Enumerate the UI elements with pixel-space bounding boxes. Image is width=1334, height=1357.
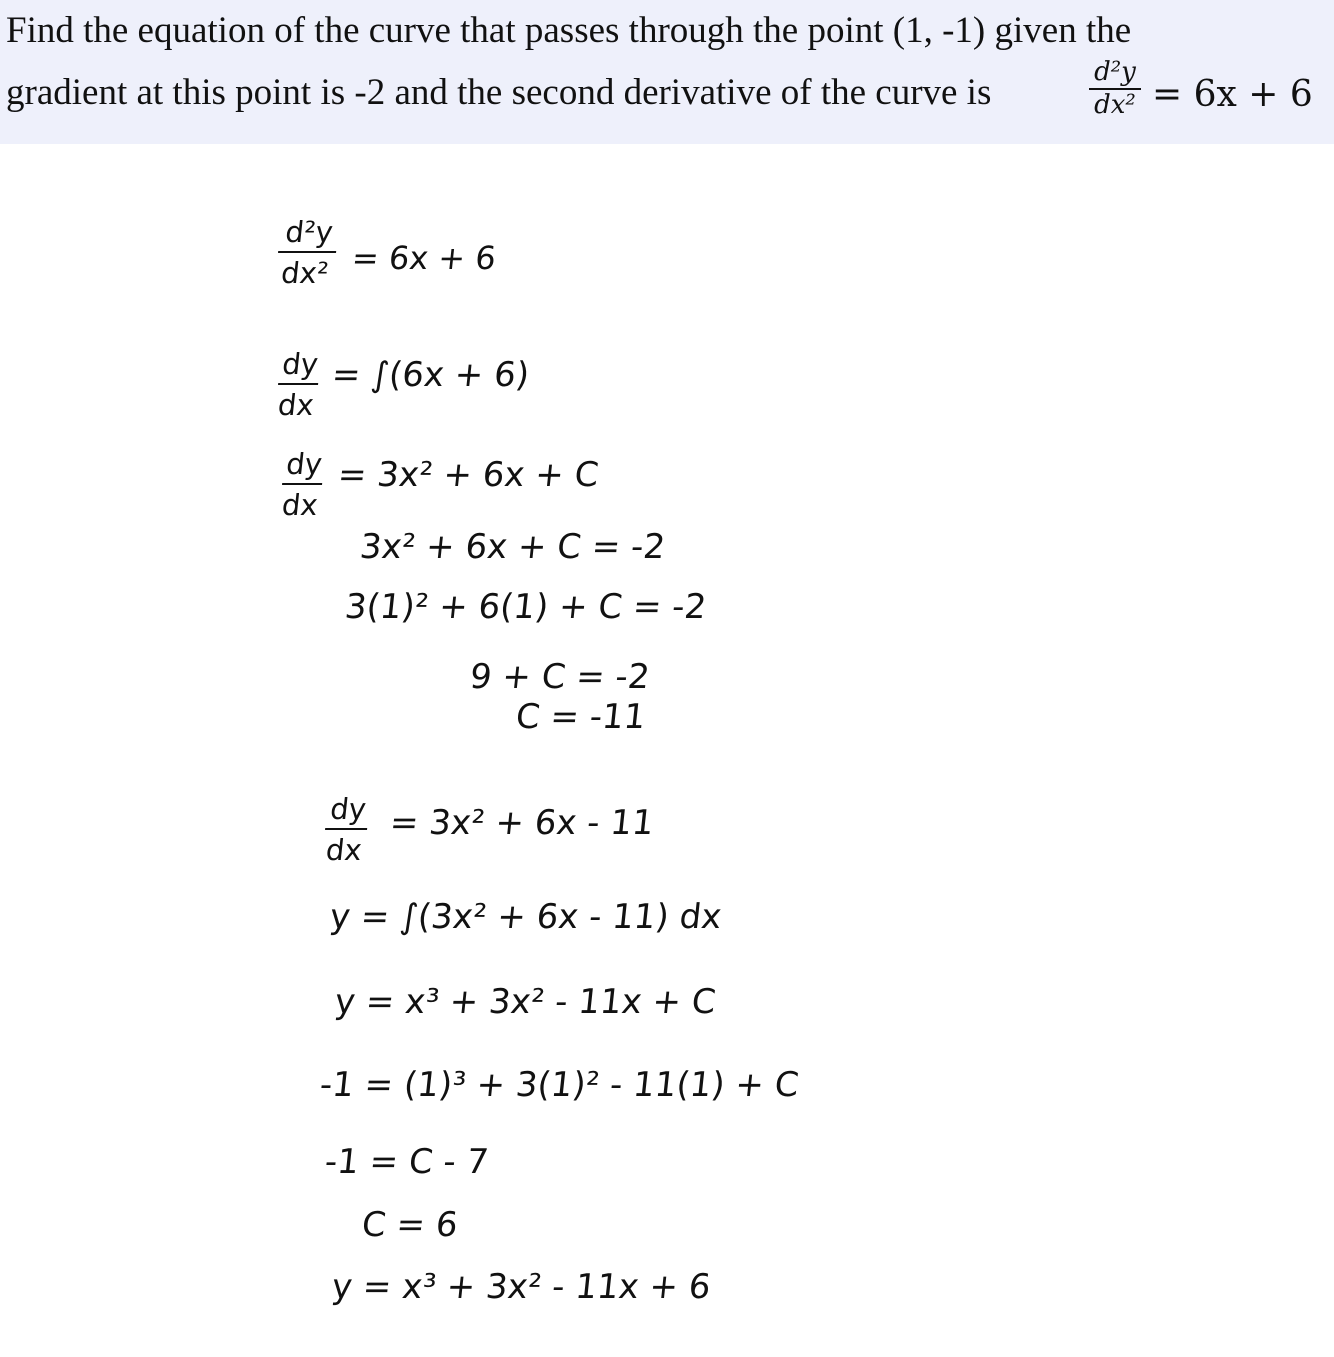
step-2-fraction-denominator: dx [276, 388, 316, 422]
question-fraction-numerator: d²y [1094, 57, 1136, 87]
step-5: 3(1)² + 6(1) + C = -2 [342, 587, 709, 627]
step-2-fraction [274, 347, 321, 422]
question-line-1: Find the equation of the curve that passes through the point (1, -1) given the [6, 10, 1132, 51]
step-12: -1 = C - 7 [322, 1142, 491, 1182]
step-3-rhs: = 3x² + 6x + C [335, 455, 601, 495]
step-8-fraction [321, 792, 370, 867]
step-7: C = -11 [513, 697, 648, 737]
step-1-rhs: = 6x + 6 [350, 239, 498, 277]
step-10: y = x³ + 3x² - 11x + C [332, 982, 718, 1022]
step-4: 3x² + 6x + C = -2 [357, 527, 668, 567]
step-14-final-answer: y = x³ + 3x² - 11x + 6 [329, 1267, 713, 1307]
question-fraction-denominator: dx² [1094, 90, 1136, 120]
step-1-fraction-denominator: dx² [279, 256, 331, 290]
step-6: 9 + C = -2 [467, 657, 652, 697]
step-2-rhs: = ∫(6x + 6) [329, 355, 532, 395]
question-line-2: gradient at this point is -2 and the second derivative of the curve is [6, 72, 992, 113]
step-11: -1 = (1)³ + 3(1)² - 11(1) + C [317, 1065, 801, 1105]
question-rhs: = 6x + 6 [1152, 74, 1313, 115]
step-9: y = ∫(3x² + 6x - 11) dx [327, 897, 724, 937]
step-3-fraction-denominator: dx [280, 488, 320, 522]
step-1-fraction [274, 215, 339, 290]
step-2-fraction-numerator: dy [280, 347, 320, 381]
step-8-rhs: = 3x² + 6x - 11 [387, 803, 656, 843]
step-3-fraction-numerator: dy [284, 447, 324, 481]
step-8-fraction-numerator: dy [328, 792, 368, 826]
step-1-fraction-numerator: d²y [283, 215, 335, 249]
step-13: C = 6 [359, 1205, 460, 1245]
step-3-fraction [278, 447, 325, 522]
question-second-derivative-fraction [1087, 56, 1143, 120]
step-8-fraction-denominator: dx [324, 833, 364, 867]
question-banner [0, 0, 1334, 144]
